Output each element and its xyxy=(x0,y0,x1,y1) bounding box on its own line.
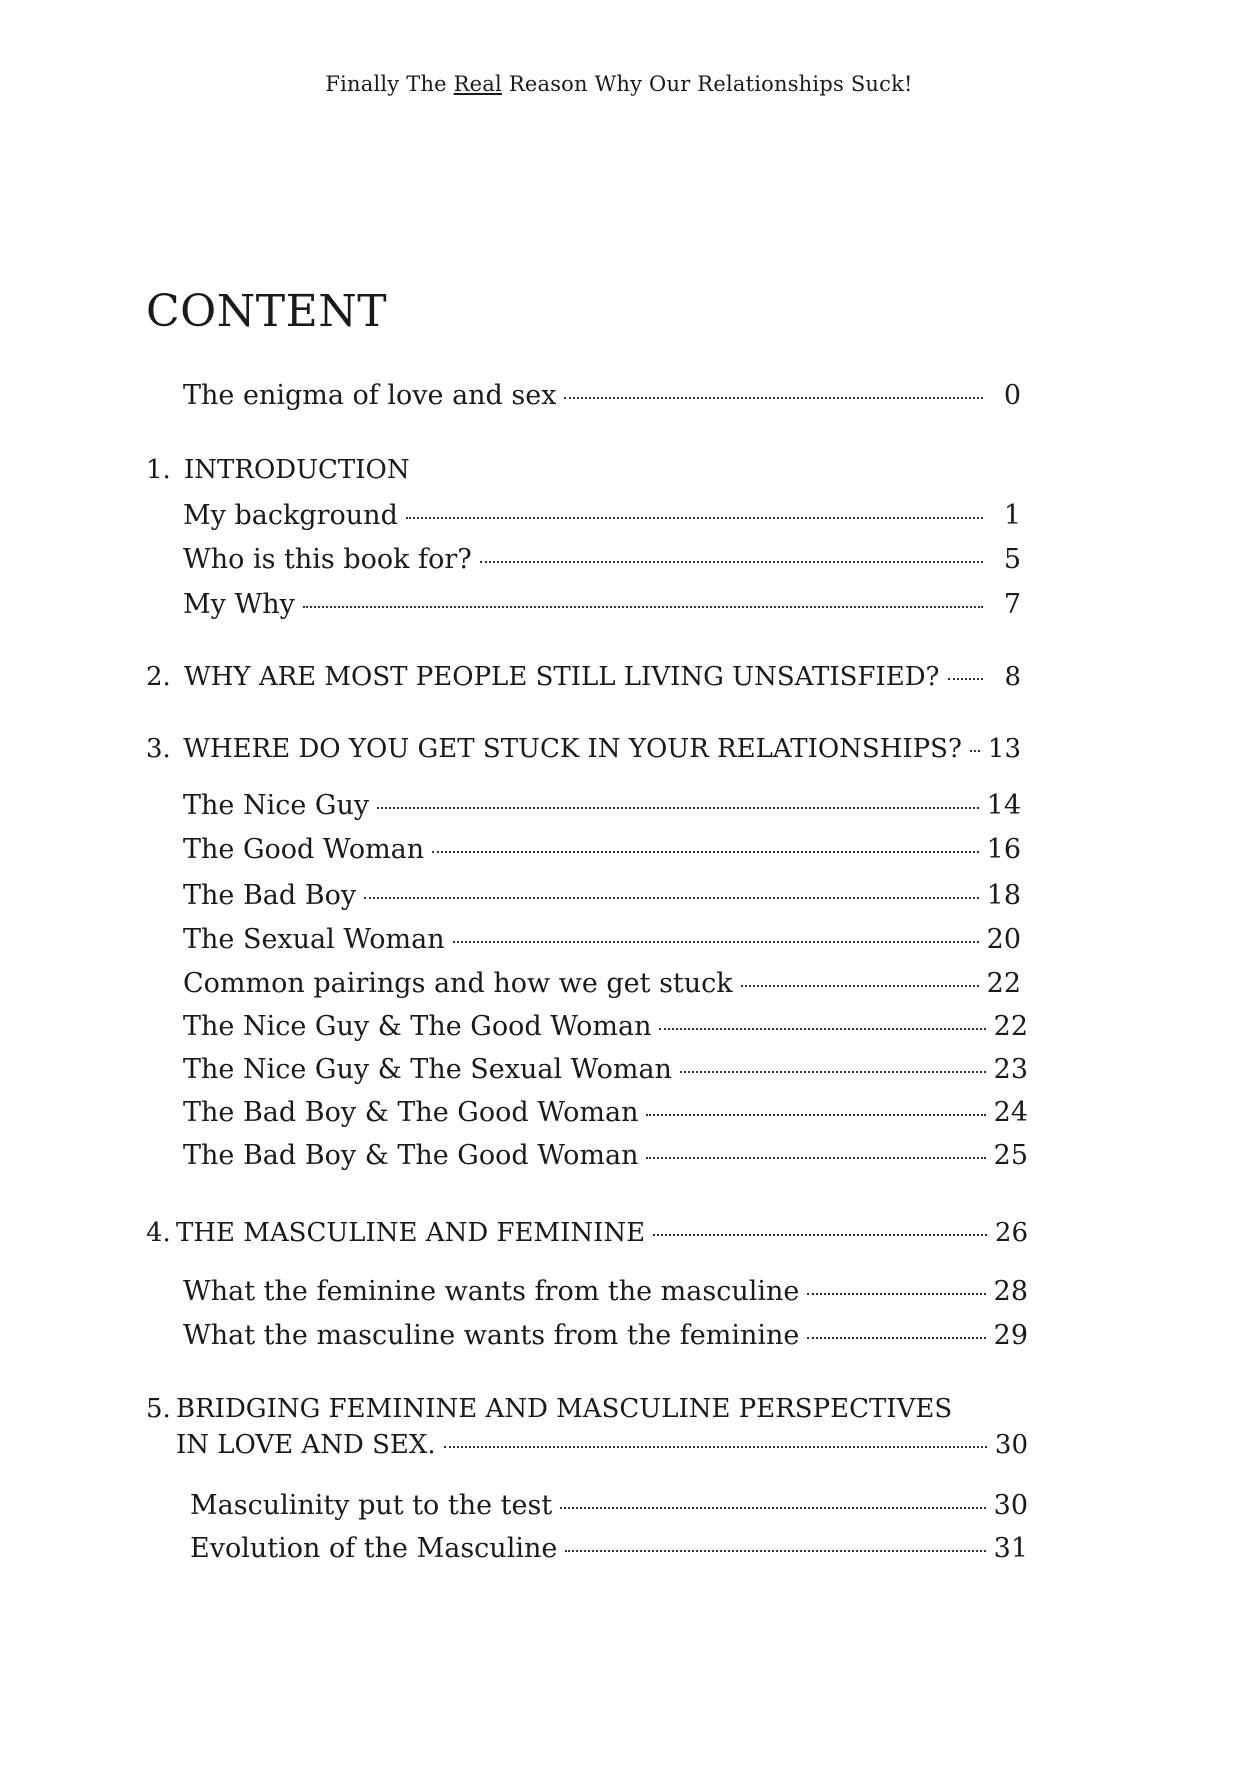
toc-entry-page: 26 xyxy=(994,1218,1028,1248)
toc-entry-label: The Bad Boy & The Good Woman xyxy=(183,1097,639,1128)
toc-entry-label: The Sexual Woman xyxy=(183,924,445,955)
toc-entry-label: The enigma of love and sex xyxy=(183,380,557,411)
running-header xyxy=(0,72,1238,96)
toc-entry-label: Masculinity put to the test xyxy=(190,1490,553,1521)
toc-entry-page: 29 xyxy=(993,1320,1028,1351)
toc-entry-page: 8 xyxy=(1004,662,1021,692)
dot-leader xyxy=(565,1550,985,1552)
dot-leader xyxy=(303,606,983,608)
toc-entry-prologue[interactable] xyxy=(183,380,1021,411)
chapter-title: WHERE DO YOU GET STUCK IN YOUR RELATIONSHIPS? xyxy=(183,734,962,764)
toc-entry[interactable] xyxy=(183,589,1021,620)
toc-entry-page: 25 xyxy=(993,1140,1028,1171)
dot-leader xyxy=(480,561,983,563)
running-header-pre: Finally The xyxy=(325,72,454,96)
dot-leader xyxy=(948,678,984,680)
toc-chapter-5[interactable] xyxy=(146,1394,952,1424)
toc-entry[interactable] xyxy=(183,880,1021,911)
toc-entry-label: Who is this book for? xyxy=(183,544,472,575)
toc-entry[interactable] xyxy=(183,544,1021,575)
toc-entry-page: 18 xyxy=(986,880,1021,911)
dot-leader xyxy=(659,1028,985,1030)
dot-leader xyxy=(364,897,979,899)
toc-entry-page: 31 xyxy=(993,1533,1028,1564)
toc-entry-label: What the masculine wants from the feminine xyxy=(183,1320,800,1351)
toc-entry[interactable] xyxy=(183,500,1021,531)
toc-chapter-5-cont[interactable] xyxy=(176,1430,1028,1460)
toc-entry[interactable] xyxy=(183,834,1021,865)
toc-entry[interactable] xyxy=(190,1533,1028,1564)
toc-chapter-3[interactable] xyxy=(146,734,1021,764)
chapter-title: BRIDGING FEMININE AND MASCULINE PERSPECTIVES xyxy=(176,1394,953,1424)
dot-leader xyxy=(970,750,980,752)
toc-entry[interactable] xyxy=(183,1140,1028,1171)
toc-entry-page: 22 xyxy=(986,968,1021,999)
toc-entry-page: 0 xyxy=(1003,380,1021,411)
dot-leader xyxy=(377,807,979,809)
toc-entry[interactable] xyxy=(183,1011,1028,1042)
dot-leader xyxy=(653,1234,987,1236)
dot-leader xyxy=(680,1071,986,1073)
dot-leader xyxy=(444,1446,987,1448)
dot-leader xyxy=(807,1293,985,1295)
chapter-title: THE MASCULINE AND FEMININE xyxy=(176,1218,646,1248)
toc-entry-page: 14 xyxy=(986,790,1021,821)
chapter-number: 3. xyxy=(146,734,171,764)
dot-leader xyxy=(432,851,978,853)
dot-leader xyxy=(807,1337,985,1339)
chapter-title-cont: IN LOVE AND SEX. xyxy=(176,1430,436,1460)
toc-entry[interactable] xyxy=(183,1276,1028,1307)
toc-chapter-4[interactable] xyxy=(146,1218,1028,1248)
dot-leader xyxy=(646,1157,985,1159)
dot-leader xyxy=(741,985,979,987)
toc-entry[interactable] xyxy=(183,1320,1028,1351)
running-header-emphasis: Real xyxy=(453,72,502,96)
toc-entry-page: 13 xyxy=(987,734,1021,764)
toc-entry-label: What the feminine wants from the masculine xyxy=(183,1276,800,1307)
chapter-title: WHY ARE MOST PEOPLE STILL LIVING UNSATISFIED? xyxy=(184,662,940,692)
toc-entry-label: Evolution of the Masculine xyxy=(190,1533,558,1564)
chapter-number: 5. xyxy=(146,1394,171,1424)
toc-chapter-2[interactable] xyxy=(146,662,1021,692)
dot-leader xyxy=(560,1507,985,1509)
toc-entry-page: 28 xyxy=(993,1276,1028,1307)
chapter-number: 4. xyxy=(146,1218,171,1248)
toc-entry-page: 22 xyxy=(993,1011,1028,1042)
toc-entry-label: The Nice Guy & The Sexual Woman xyxy=(183,1054,672,1085)
chapter-title: INTRODUCTION xyxy=(184,455,410,485)
toc-entry-page: 7 xyxy=(1003,589,1021,620)
dot-leader xyxy=(453,941,979,943)
dot-leader xyxy=(646,1114,985,1116)
toc-entry-label: Common pairings and how we get stuck xyxy=(183,968,733,999)
toc-entry-page: 1 xyxy=(1003,500,1021,531)
toc-chapter-1[interactable] xyxy=(146,455,410,485)
toc-entry-page: 16 xyxy=(986,834,1021,865)
chapter-number: 1. xyxy=(146,455,171,485)
toc-entry-label: The Good Woman xyxy=(183,834,425,865)
dot-leader xyxy=(406,517,983,519)
toc-entry-page: 24 xyxy=(993,1097,1028,1128)
toc-entry-page: 30 xyxy=(993,1490,1028,1521)
dot-leader xyxy=(564,397,983,399)
toc-entry[interactable] xyxy=(183,968,1021,999)
toc-entry-page: 20 xyxy=(986,924,1021,955)
page-title: CONTENT xyxy=(146,286,388,337)
toc-entry-page: 30 xyxy=(994,1430,1028,1460)
toc-entry-label: The Bad Boy xyxy=(183,880,357,911)
toc-entry-label: The Nice Guy & The Good Woman xyxy=(183,1011,652,1042)
toc-entry[interactable] xyxy=(190,1490,1028,1521)
toc-entry[interactable] xyxy=(183,1097,1028,1128)
running-header-post: Reason Why Our Relationships Suck! xyxy=(501,72,913,96)
toc-entry[interactable] xyxy=(183,1054,1028,1085)
toc-entry-label: My Why xyxy=(183,589,295,620)
toc-entry-page: 5 xyxy=(1003,544,1021,575)
toc-entry-label: My background xyxy=(183,500,398,531)
toc-entry[interactable] xyxy=(183,790,1021,821)
toc-entry-label: The Bad Boy & The Good Woman xyxy=(183,1140,639,1171)
toc-entry-page: 23 xyxy=(993,1054,1028,1085)
toc-entry-label: The Nice Guy xyxy=(183,790,370,821)
chapter-number: 2. xyxy=(146,662,171,692)
toc-entry[interactable] xyxy=(183,924,1021,955)
